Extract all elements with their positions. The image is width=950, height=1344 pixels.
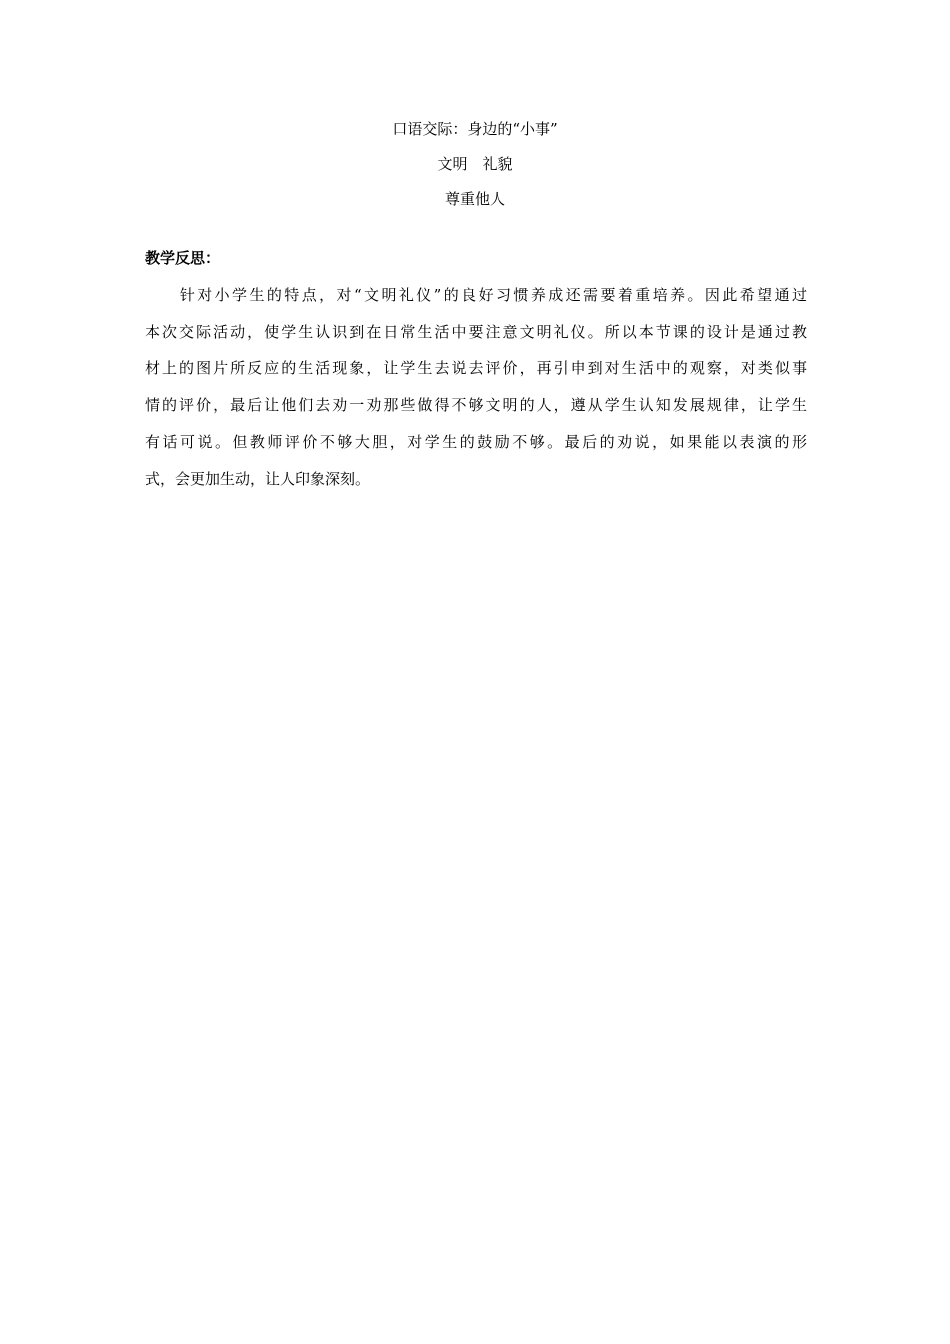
section-heading-reflection: 教学反思： [145,249,221,267]
paragraph-line: 有话可说。但教师评价不够大胆，对学生的鼓励不够。最后的劝说，如果能以表演的形 [145,433,807,451]
paragraph-line: 本次交际活动，使学生认识到在日常生活中要注意文明礼仪。所以本节课的设计是通过教 [145,323,807,341]
subtitle-civility: 文明 礼貌 [437,155,513,173]
paragraph-line: 针对小学生的特点，对“文明礼仪”的良好习惯养成还需要着重培养。因此希望通过 [145,286,807,304]
paragraph-line: 情的评价，最后让他们去劝一劝那些做得不够文明的人，遵从学生认知发展规律，让学生 [145,396,807,414]
document-title: 口语交际：身边的“小事” [392,120,558,138]
paragraph-line: 材上的图片所反应的生活现象，让学生去说去评价，再引申到对生活中的观察，对类似事 [145,359,807,377]
subtitle-respect: 尊重他人 [444,190,505,208]
paragraph-line: 式，会更加生动，让人印象深刻。 [145,470,371,488]
